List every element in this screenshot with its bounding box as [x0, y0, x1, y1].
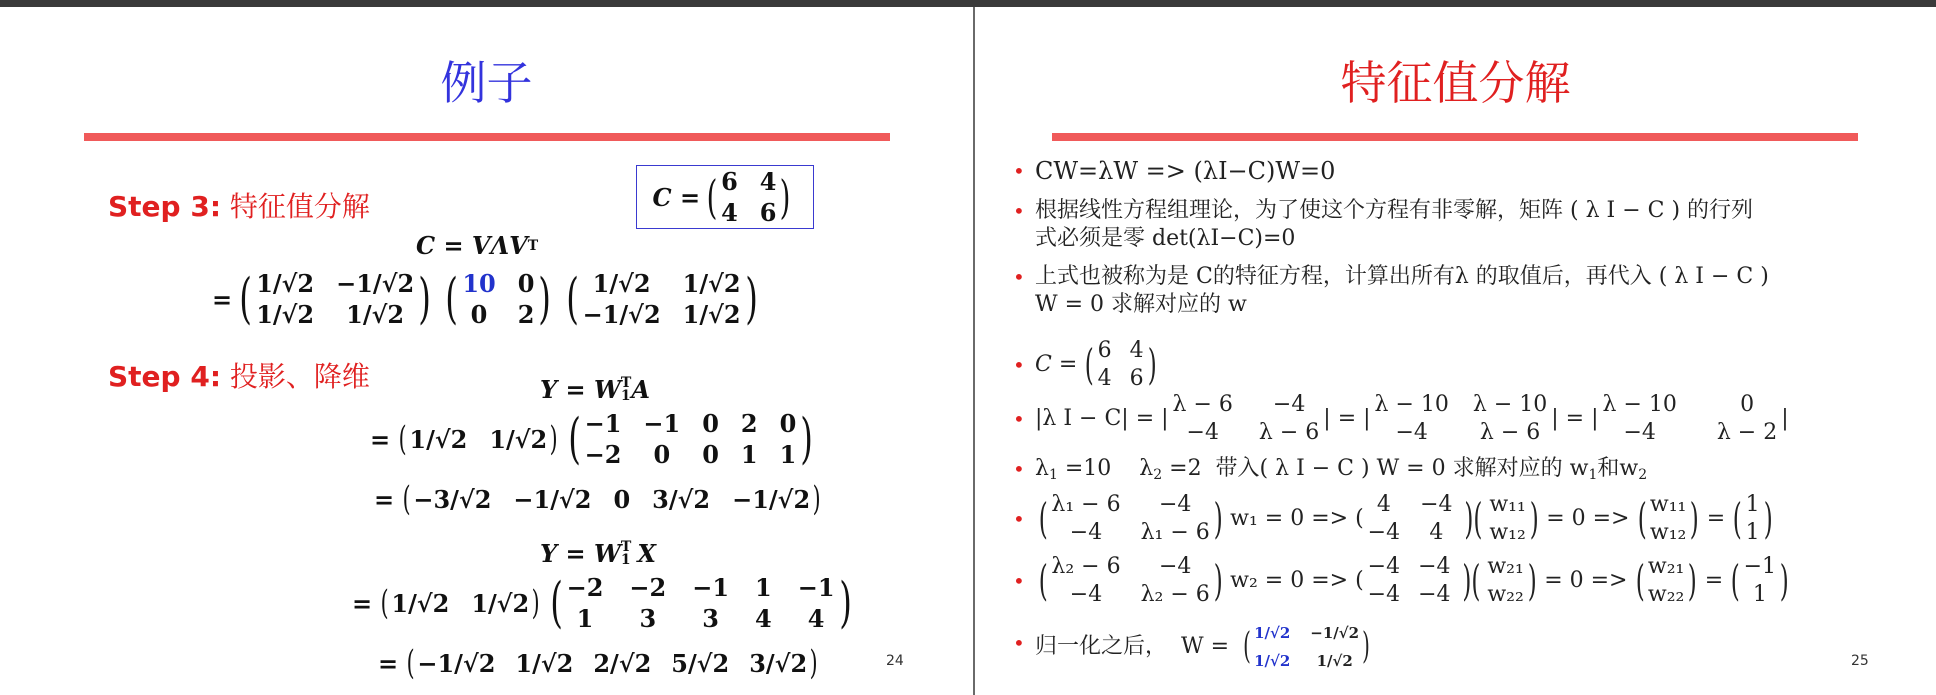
equals: =	[378, 648, 399, 678]
equals: =	[212, 284, 233, 314]
cell: −3/√2	[413, 484, 492, 514]
cell: λ − 10	[1374, 392, 1449, 417]
slide-24	[0, 7, 973, 695]
cell: −1/√2	[582, 300, 661, 329]
cell: −1	[643, 409, 681, 438]
det-text: | = |	[1323, 406, 1371, 431]
cell: w₂₂	[1487, 582, 1524, 607]
eq-text: Y = W	[540, 375, 621, 404]
cell: λ − 2	[1716, 420, 1778, 445]
solve-text: w₂ = 0 => (	[1230, 568, 1364, 593]
cell: −4	[1420, 492, 1453, 517]
bullet-dot: •	[1013, 199, 1025, 223]
cell: λ − 10	[1602, 392, 1677, 417]
det-text: | = |	[1551, 406, 1599, 431]
cell: 5/√2	[671, 648, 730, 678]
cell: −4	[1623, 420, 1656, 445]
bullet-solve-w2: • ( λ₂ − 6 −4 −4 λ₂ − 6 ) w₂ = 0 => ( −4 −4 −4 −4 )( w₂₁ w₂₂ ) = 0 => ( w₂₁ w₂₂ ) = ( −1 1 )	[1013, 554, 1789, 607]
eigen-text: =2 带入( λ I − C ) W = 0 求解对应的 w	[1162, 456, 1589, 481]
cell: 1/√2	[682, 269, 741, 298]
bullet-text: CW=λW => (λI−C)W=0	[1035, 157, 1336, 185]
cell: 1/√2	[471, 588, 530, 618]
cell: −4	[1069, 520, 1103, 545]
eigen-text: =10 λ	[1057, 456, 1154, 481]
eq-c-matrices: = ( 1/√2 −1/√2 1/√2 1/√2 ) ( 10 0 0 2 ) ( 1/√2 1/√2 −1/√2 1/√2 )	[212, 267, 758, 330]
solve-text: = 0 =>	[1546, 506, 1630, 531]
cell: −1	[1743, 554, 1777, 579]
cell: 1/√2	[391, 588, 450, 618]
bullet-eigenvalues	[1013, 455, 1648, 489]
cell: 1/√2	[489, 424, 548, 454]
cell: 6	[1129, 366, 1144, 391]
bullet-linear-theory	[1013, 197, 1895, 253]
cell: −2	[566, 573, 604, 602]
cell: w₁₁	[1489, 492, 1526, 517]
cell: 1/√2	[256, 269, 315, 298]
c-lhs: C =	[1035, 352, 1078, 377]
cell: 0	[702, 409, 719, 438]
cell: −1/√2	[732, 484, 811, 514]
subscript: 2	[1153, 467, 1163, 483]
cell: 0	[653, 440, 671, 469]
eq-sup: T	[620, 538, 632, 555]
cell: λ₁ − 6	[1051, 492, 1121, 517]
cell: 1	[740, 440, 758, 469]
step4-text: 投影、降维	[229, 360, 370, 393]
cell: 0	[470, 300, 488, 329]
cell: −1	[797, 573, 835, 602]
c-matrix-box: C = ( 6 4 4 6 )	[636, 165, 814, 229]
step4-label: Step 4:	[108, 360, 222, 393]
page-number: 25	[1851, 653, 1869, 669]
cell: 4	[1376, 492, 1391, 517]
step3-text: 特征值分解	[229, 190, 370, 223]
cell: 4	[759, 167, 777, 196]
cell: 2	[740, 409, 758, 438]
det-text: |λ I − C| = |	[1035, 406, 1169, 431]
cell: w₂₁	[1647, 554, 1685, 579]
cell: 4	[1129, 338, 1144, 363]
normalize-text: 归一化之后， W =	[1035, 634, 1237, 659]
eq-text: A	[631, 375, 650, 404]
cell: 1/√2	[1316, 652, 1353, 670]
cell: 3	[702, 604, 719, 633]
cell: 6	[759, 198, 777, 227]
eq-y2-result: = ( −1/√2 1/√2 2/√2 5/√2 3/√2 )	[378, 643, 818, 683]
cell: 4	[807, 604, 825, 633]
solve-text: w₁ = 0 => (	[1230, 506, 1364, 531]
cell: −1/√2	[1310, 624, 1360, 642]
cell: 1	[1745, 520, 1760, 545]
cell: 1	[779, 440, 797, 469]
cell: −4	[1418, 582, 1451, 607]
cell: 0	[1740, 392, 1755, 417]
bullet-eigen-equation	[1013, 157, 1336, 187]
bullet-characteristic	[1013, 263, 1895, 319]
cell: 1/√2	[682, 300, 741, 329]
cell: 1	[576, 604, 594, 633]
cell: w₁₂	[1649, 520, 1687, 545]
top-bar	[0, 0, 1936, 7]
eq-text: X	[637, 539, 656, 568]
cell: 1/√2	[515, 648, 574, 678]
c-lhs: C =	[652, 182, 701, 212]
cell: 4	[755, 604, 772, 633]
title-rule	[1052, 133, 1858, 141]
cell: λ₂ − 6	[1140, 582, 1210, 607]
cell: −4	[1367, 582, 1401, 607]
cell: w₁₁	[1649, 492, 1687, 517]
bullet-text: 式必须是零 det(λI−C)=0	[1035, 226, 1296, 251]
cell: −4	[1069, 582, 1103, 607]
subscript: 1	[1048, 467, 1058, 483]
cell: −2	[584, 440, 622, 469]
equals: =	[352, 588, 373, 618]
cell: λ₂ − 6	[1051, 554, 1121, 579]
slide-title: 特征值分解	[1340, 56, 1571, 110]
title-rule	[84, 133, 890, 141]
step4-heading	[108, 355, 370, 395]
solve-text: =	[1704, 568, 1724, 593]
cell: −1/√2	[513, 484, 592, 514]
cell: 4	[1429, 520, 1444, 545]
bullet-dot: •	[1013, 631, 1025, 655]
solve-text: =	[1706, 506, 1726, 531]
subscript: 2	[1638, 467, 1648, 483]
cell: 2	[517, 300, 535, 329]
eigen-text: 和w	[1597, 456, 1639, 481]
cell: 4	[721, 198, 738, 227]
subscript: 1	[1588, 467, 1598, 483]
cell: 10	[462, 269, 496, 298]
bullet-normalize: • 归一化之后， W = ( 1/√2 −1/√2 1/√2 1/√2 )	[1035, 619, 1373, 675]
cell: 1	[1745, 492, 1760, 517]
bullet-dot: •	[1013, 353, 1025, 377]
cell: −4	[1367, 554, 1401, 579]
cell: −1/√2	[417, 648, 496, 678]
equals: =	[374, 484, 395, 514]
step3-label: Step 3:	[108, 190, 222, 223]
det-text: |	[1781, 406, 1789, 431]
cell: 4	[1097, 366, 1112, 391]
cell: 1/√2	[346, 300, 405, 329]
cell: w₂₁	[1487, 554, 1524, 579]
cell: −4	[1158, 554, 1192, 579]
cell: −2	[629, 573, 667, 602]
eq-sup: T	[620, 374, 632, 391]
cell: −4	[1418, 554, 1451, 579]
cell: −1	[692, 573, 730, 602]
eq-sup: T	[527, 237, 539, 254]
bullet-dot: •	[1013, 265, 1025, 289]
bullet-dot: •	[1013, 457, 1025, 481]
solve-text: = 0 =>	[1544, 568, 1628, 593]
cell: 3	[639, 604, 657, 633]
cell: λ − 6	[1172, 392, 1233, 417]
cell: 1/√2	[409, 424, 468, 454]
cell: 1/√2	[1254, 624, 1291, 642]
eq-text: C = VΛV	[416, 231, 528, 260]
bullet-determinant	[1013, 391, 1789, 447]
cell: λ₁ − 6	[1140, 520, 1210, 545]
eq-c-decomp	[416, 231, 538, 260]
bullet-dot: •	[1013, 569, 1025, 593]
cell: 6	[721, 167, 738, 196]
cell: 0	[779, 409, 797, 438]
cell: −4	[1367, 520, 1401, 545]
cell: 3/√2	[652, 484, 711, 514]
cell: 1/√2	[592, 269, 651, 298]
step3-heading	[108, 185, 370, 225]
cell: 1/√2	[256, 300, 315, 329]
cell: λ − 10	[1472, 392, 1548, 417]
cell: 2/√2	[593, 648, 652, 678]
cell: 0	[702, 440, 719, 469]
eq-y1-result: = ( −3/√2 −1/√2 0 3/√2 −1/√2 )	[374, 479, 821, 519]
bullet-dot: •	[1013, 407, 1025, 431]
slide-title: 例子	[440, 56, 533, 110]
cell: −4	[1272, 392, 1306, 417]
bullet-dot: •	[1013, 159, 1025, 183]
cell: 1	[755, 573, 772, 602]
cell: 3/√2	[749, 648, 808, 678]
eq-text: Y = W	[540, 539, 621, 568]
cell: w₂₂	[1647, 582, 1685, 607]
bullet-text: 根据线性方程组理论，为了使这个方程有非零解，矩阵 ( λ I − C ) 的行列	[1035, 198, 1754, 223]
bullet-text: W = 0 求解对应的 w	[1035, 292, 1247, 317]
eq-y1-product: = ( 1/√2 1/√2 ) ( −1 −1 0 2 0 −2 0 0 1 1 )	[370, 407, 814, 470]
cell: −4	[1186, 420, 1219, 445]
page-number: 24	[886, 653, 904, 669]
bullet-text: 上式也被称为是 C的特征方程，计算出所有λ 的取值后，再代入 ( λ I − C )	[1035, 264, 1769, 289]
eq-sub: 1	[620, 551, 631, 568]
eq-y2	[540, 539, 656, 568]
cell: 6	[1097, 338, 1112, 363]
lambda: λ	[1035, 456, 1049, 481]
eq-y2-product: = ( 1/√2 1/√2 ) ( −2 −2 −1 1 −1 1 3 3 4 4 )	[352, 571, 852, 634]
bullet-solve-w1: • ( λ₁ − 6 −4 −4 λ₁ − 6 ) w₁ = 0 => ( 4 −4 −4 4 )( w₁₁ w₁₂ ) = 0 => ( w₁₁ w₁₂ ) = ( 1 1 )	[1013, 492, 1773, 545]
eq-sub: 1	[620, 387, 631, 404]
cell: 1	[1752, 582, 1767, 607]
equals: =	[370, 424, 391, 454]
cell: 1/√2	[1254, 652, 1291, 670]
bullet-c-matrix: • C = ( 6 4 4 6 )	[1013, 338, 1157, 391]
slide-25	[975, 7, 1936, 695]
cell: −1	[584, 409, 622, 438]
cell: w₁₂	[1489, 520, 1526, 545]
eq-y1	[540, 375, 650, 404]
cell: −1/√2	[336, 269, 415, 298]
cell: −4	[1395, 420, 1428, 445]
cell: λ − 6	[1479, 420, 1541, 445]
cell: λ − 6	[1258, 420, 1320, 445]
cell: 0	[517, 269, 535, 298]
cell: 0	[613, 484, 631, 514]
cell: −4	[1158, 492, 1192, 517]
bullet-dot: •	[1013, 507, 1025, 531]
